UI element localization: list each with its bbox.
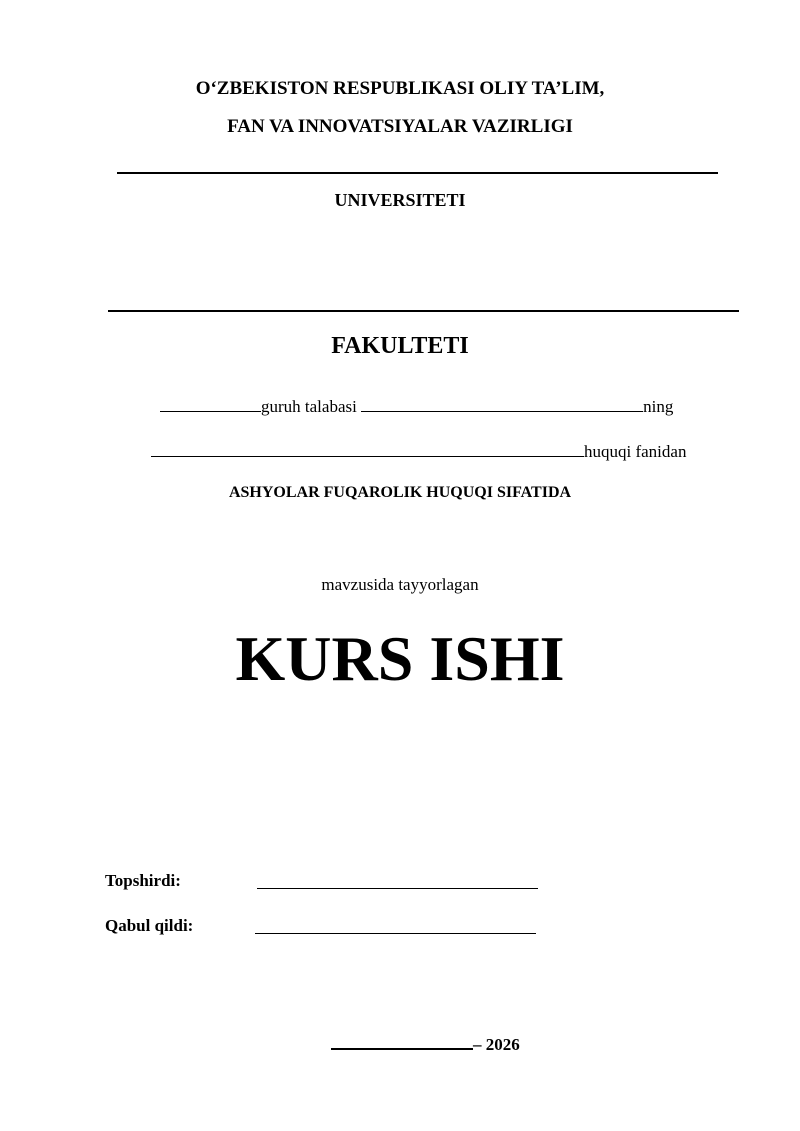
- ministry-title-line2: FAN VA INNOVATSIYALAR VAZIRLIGI: [227, 116, 573, 137]
- faculty-name-blank: [108, 310, 739, 312]
- year-line: [331, 1030, 520, 1055]
- group-text: guruh talabasi: [261, 397, 357, 416]
- submitted-label: Topshirdi:: [105, 871, 181, 890]
- accepted-signature-line: [255, 933, 536, 934]
- accepted-label: Qabul qildi:: [105, 916, 194, 935]
- faculty-label: FAKULTETI: [331, 333, 469, 359]
- subject-suffix: huquqi fanidan: [584, 442, 687, 461]
- subject-name-blank: [151, 438, 584, 457]
- year-text: – 2026: [473, 1035, 520, 1054]
- submitted-signature-line: [257, 888, 538, 889]
- student-name-blank: [361, 393, 643, 412]
- university-name-blank: [117, 172, 718, 174]
- subject-line: [151, 438, 686, 462]
- topic-title: ASHYOLAR FUQAROLIK HUQUQI SIFATIDA: [228, 484, 572, 501]
- student-suffix: ning: [643, 397, 674, 416]
- group-number-blank: [160, 393, 261, 412]
- university-label: UNIVERSITETI: [334, 190, 466, 210]
- topic-caption: mavzusida tayyorlagan: [321, 575, 479, 594]
- document-type-title: KURS ISHI: [235, 623, 565, 694]
- ministry-title-line1: O‘ZBEKISTON RESPUBLIKASI OLIY TA’LIM,: [195, 78, 605, 99]
- city-blank: [331, 1030, 473, 1050]
- student-line: [160, 393, 673, 417]
